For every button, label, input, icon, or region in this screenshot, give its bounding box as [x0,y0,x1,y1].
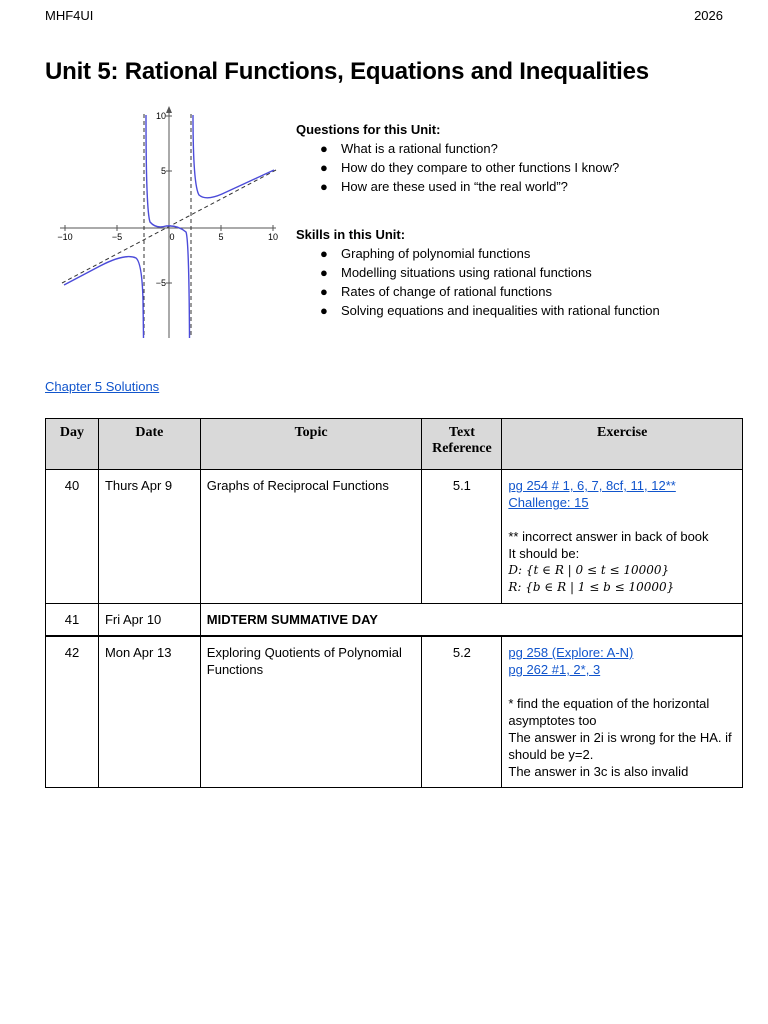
exercise-cell [502,470,743,604]
list-item: ● What is a rational function? [320,141,498,156]
column-header-day: Day [46,419,99,470]
topic-cell: Exploring Quotients of Polynomial Functions [200,636,422,788]
questions-heading: Questions for this Unit: [296,122,441,137]
curve-branch-right [193,115,274,198]
skills-section [296,227,660,320]
topic-cell: Graphs of Reciprocal Functions [200,470,422,604]
x-tick-label: 0 [169,232,175,242]
date-cell: Mon Apr 13 [98,636,200,788]
x-tick-label: −5 [111,232,123,242]
exercise-note: It should be: [508,546,580,561]
page-title: Unit 5: Rational Functions, Equations and Inequalities [45,58,649,85]
table-row [46,470,743,604]
course-code: MHF4UI [45,8,94,23]
domain-expression: D: {t ∈ R | 0 ≤ t ≤ 10000} [508,563,670,577]
column-header-date: Date [98,419,200,470]
questions-section [296,122,619,196]
y-tick-label: 5 [160,166,166,176]
reference-cell: 5.1 [422,470,502,604]
table-row [46,636,743,788]
y-tick-label: −5 [155,278,166,288]
y-axis-arrow [166,106,172,113]
challenge-link[interactable]: Challenge: 15 [508,495,589,510]
day-cell: 42 [46,636,99,788]
exercise-cell [502,636,743,788]
skills-list [296,244,660,320]
day-cell: 40 [46,470,99,604]
exercise-note: The answer in 2i is wrong for the HA. if should be y=2. [508,730,732,762]
y-tick-label: 10 [155,111,166,121]
list-item: ● Rates of change of rational functions [320,284,553,299]
list-item: ● How do they compare to other functions I know? [320,160,620,175]
list-item: ● Graphing of polynomial functions [320,246,531,261]
exercise-link[interactable]: pg 262 #1, 2*, 3 [508,662,601,677]
table-row [46,604,743,637]
list-item: ● How are these used in “the real world”? [320,179,568,194]
x-tick-label: 10 [267,232,279,242]
date-cell: Thurs Apr 9 [98,470,200,604]
curve-branch-left [64,257,144,338]
x-tick-label: 5 [218,232,224,242]
column-header-text-reference: Text Reference [422,419,502,470]
day-cell: 41 [46,604,99,637]
exercise-link[interactable]: pg 254 # 1, 6, 7, 8cf, 11, 12** [508,478,676,493]
topic-cell: MIDTERM SUMMATIVE DAY [200,604,742,637]
exercise-link[interactable]: pg 258 (Explore: A-N) [508,645,634,660]
questions-list [296,139,619,196]
x-tick-label: −10 [57,232,73,242]
exercise-note: ** incorrect answer in back of book [508,529,709,544]
year: 2026 [694,8,723,23]
range-expression: R: {b ∈ R | 1 ≤ b ≤ 10000} [508,580,675,594]
reference-cell: 5.2 [422,636,502,788]
date-cell: Fri Apr 10 [98,604,200,637]
skills-heading: Skills in this Unit: [296,227,406,242]
exercise-note: The answer in 3c is also invalid [508,764,689,779]
chapter-solutions-link[interactable]: Chapter 5 Solutions [45,379,160,394]
rational-function-graph [52,106,284,342]
list-item: ● Modelling situations using rational functions [320,265,592,280]
column-header-exercise: Exercise [502,419,743,470]
exercise-note: * find the equation of the horizontal asymptotes too [508,696,710,728]
schedule-table [45,418,743,788]
table-header-row [46,419,743,470]
curve-branch-middle [146,115,190,338]
column-header-topic: Topic [200,419,422,470]
list-item: ● Solving equations and inequalities with rational function [320,303,660,318]
